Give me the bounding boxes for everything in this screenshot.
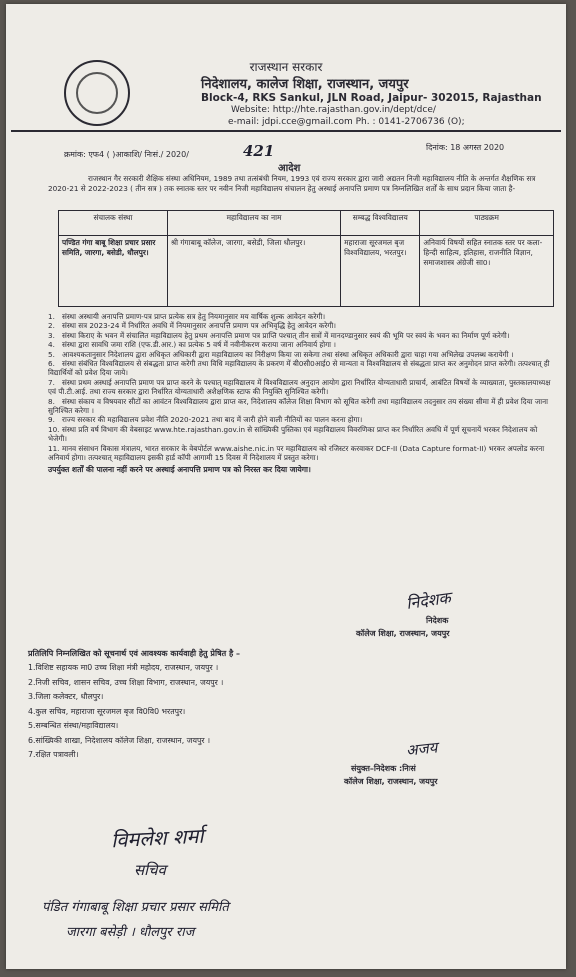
website-line: Website: http://hte.rajasthan.gov.in/dept/dce/: [231, 105, 436, 115]
copy-item: 1.विशिष्ट सहायक मा0 उच्च शिक्षा मंत्री महोदय, राजस्थान, जयपुर ।: [28, 663, 219, 672]
table-cell-university: महाराजा सूरजमल बृज विश्वविद्यालय, भरतपुर।: [341, 236, 420, 307]
condition-item: 3. संस्था किराए के भवन में संचालित महाविद्यालय हेतु प्रथम अनापत्ति प्रमाण पत्र प्राप्ति पश्चात् तीन सत्रों में मानदण्डानुसार स्वयं की भूमि पर स्वयं के भवन का निर्माण पूर्ण करेगी।: [48, 330, 510, 340]
table-cell-society: पण्डित गंगा बाबू शिक्षा प्रचार प्रसार समिति, जारगा, बसेडी, धौलपुर।: [59, 236, 168, 307]
handwritten-reference-number: 421: [243, 142, 275, 160]
order-date: दिनांक: 18 अगस्त 2020: [426, 143, 505, 152]
table-row: [59, 236, 554, 307]
table-cell-college: श्री गंगाबाबू कॉलेज, जारगा, बसेडी, जिला धौलपुर।: [167, 236, 340, 307]
table-header: संचालक संस्था: [59, 211, 168, 236]
closing-statement: उपर्युक्त शर्तों की पालना नहीं करने पर अस्थाई अनापत्ति प्रमाण पत्र को निरस्त कर दिया जायेगा।: [48, 464, 311, 474]
condition-item: 8. संस्था संकाय व विषयवार सीटों का आवंटन विश्वविद्यालय द्वारा प्राप्त कर, निदेशालय कॉलेज शिक्षा विभाग को सूचित करेगी तथा महाविद्यालय तदनुसार तय संख्या सीमा में ही प्रवेश दिया जाना सुनिश्चित करेगा ।: [48, 396, 548, 416]
condition-item: 1. संस्था अस्थायी अनापत्ति प्रमाण-पत्र प्राप्त प्रत्येक सत्र हेतु नियमानुसार मय वार्षिक शुल्क आवेदन करेगी।: [48, 312, 326, 321]
copy-heading: प्रतिलिपि निम्नलिखित को सूचनार्थ एवं आवश्यक कार्यवाही हेतु प्रेषित है –: [28, 649, 241, 658]
table-header: सम्बद्ध विश्वविद्यालय: [341, 211, 420, 236]
directorate-name: निदेशालय, कालेज शिक्षा, राजस्थान, जयपुर: [201, 77, 409, 92]
handwritten-name: विमलेश शर्मा: [110, 823, 205, 853]
table-cell-courses: अनिवार्य विषयों सहित स्नातक स्तर पर कला- हिन्दी साहित्य, इतिहास, राजनीति विज्ञान, समाजशास्त्र अंग्रेजी सा0।: [420, 236, 554, 307]
document-page: [6, 4, 566, 969]
govt-name: राजस्थान सरकार: [249, 60, 323, 74]
order-heading: आदेश: [278, 163, 301, 174]
copy-item: 2.निजी सचिव, शासन सचिव, उच्च शिक्षा विभाग, राजस्थान, जयपुर ।: [28, 677, 224, 687]
table-header: महाविद्यालय का नाम: [167, 211, 340, 236]
copy-item: 6.सांख्यिकी शाखा, निदेशालय कॉलेज शिक्षा, राजस्थान, जयपुर ।: [28, 735, 211, 745]
copy-item: 7.रक्षित पत्रावली।: [28, 750, 79, 759]
condition-item: 6. संस्था संबंधित विश्वविद्यालय से संबद्धता प्राप्त करेगी तथा विधि महाविद्यालय के प्रकरण में बी0सी0आई0 से मान्यता व विश्वविद्यालय से संबद्धता प्राप्त कर अनुमोदन प्राप्त करेगी। तत्पश्चात् ही विद्यार्थियों को प्रवेश दिया जाये।: [48, 359, 550, 378]
conditions-list: [48, 312, 553, 474]
director-signature: निदेशक: [404, 587, 452, 614]
condition-item: 4. संस्था द्वारा सावधि जमा राशि (एफ.डी.आर.) का प्रत्येक 5 वर्ष में नवीनीकरण कराया जाना अनिवार्य होगा ।: [48, 340, 337, 350]
condition-item: 5. आवश्यकतानुसार निदेशालय द्वारा अधिकृत अधिकारी द्वारा महाविद्यालय का निरीक्षण किया जा सकेगा तथा संस्था अधिकृत अधिकारी द्वारा चाहा गया अभिलेख उपलब्ध करायेगी ।: [48, 349, 514, 359]
handwritten-designation: सचिव: [134, 861, 166, 879]
condition-item: 11. मानव संसाधन विकास मंत्रालय, भारत सरकार के वेबपोर्टल www.aishe.nic.in पर महाविद्यालय को रजिस्टर करवाकर DCF-II (Data Capture format-II) भरकर अपलोड करना अनिवार्य होगा। तत्पश्चात् महाविद्यालय इसकी हार्ड कॉपी आगामी 15 दिवस में निदेशालय में प्रस्तुत करेगा।: [48, 443, 545, 463]
condition-item: 7. संस्था प्रथम अस्थाई अनापत्ति प्रमाण पत्र प्राप्त करने के पश्चात् महाविद्यालय में विश्वविद्यालय अनुदान आयोग द्वारा निर्धारित योग्यताधारी प्राचार्य, आबंटित विषयों के व्याख्याता, पुस्तकालयाध्यक्ष एवं पी.टी.आई. तथा राज्य सरकार द्वारा निर्धारित योग्यताधारी अशैक्षणिक स्टाफ की नियुक्ति सुनिश्चित करेगी।: [48, 377, 551, 397]
signatory1-office: कॉलेज शिक्षा, राजस्थान, जयपुर: [356, 629, 450, 638]
copy-item: 5.सम्बन्धित संस्था/महाविद्यालय।: [28, 721, 119, 730]
signatory2-office: कॉलेज शिक्षा, राजस्थान, जयपुर: [344, 777, 438, 786]
condition-item: 9. राज्य सरकार की महाविद्यालय प्रवेश नीति 2020-2021 तथा बाद में जारी होने वाली नीतियों का पालन करना होगा।: [48, 415, 363, 425]
reference-number: क्रमांक: एफ4 ( )आकाशि/ निःसं./ 2020/: [64, 150, 189, 159]
email-phone-line: e-mail: jdpi.cce@gmail.com Ph. : 0141-2706736 (O);: [228, 117, 465, 127]
table-header: पाठ्यक्रम: [420, 211, 554, 236]
order-intro: राजस्थान गैर सरकारी शैक्षिक संस्था अधिनियम, 1989 तथा तत्संबंधी नियम, 1993 एवं राज्य सरकार द्वारा जारी अद्यतन निजी महाविद्यालय नीति के अन्तर्गत शैक्षणिक सत्र 2020-21 से 2022-2023 ( तीन सत्र ) तक स्नातक स्तर पर नवीन निजी महाविद्यालय संचालन हेतु अस्थाई अनापत्ति प्रमाण पत्र निम्नलिखित शर्तों के साथ प्रदान किया जाता है-: [48, 174, 536, 193]
college-details-table: [58, 210, 554, 307]
copy-item: 4.कुल सचिव, महाराजा सूरजमल बृज वि0वि0 भरतपुर।: [28, 706, 186, 716]
directorate-address: Block-4, RKS Sankul, JLN Road, Jaipur- 302015, Rajasthan: [201, 92, 542, 104]
signatory1-title: निदेशक: [426, 616, 449, 625]
handwritten-society-address: जारगा बसेड़ी । धौलपुर राज: [66, 925, 195, 940]
copy-item: 3.जिला कलेक्टर, धौलपुर।: [28, 692, 104, 701]
joint-director-signature: अजय: [405, 738, 439, 760]
copy-list: [28, 661, 223, 763]
condition-item: 10. संस्था प्रति वर्ष विभाग की वेबसाइट www.hte.rajasthan.gov.in से सांख्यिकी पुस्तिका एवं महाविद्यालय विवरणिका प्राप्त कर निर्धारित अवधि में पूर्ण सूचनायें भरकर निदेशालय को भेजेगी।: [48, 424, 538, 444]
signatory2-title: संयुक्त–निदेशक :निःसं: [351, 764, 416, 773]
handwritten-society-name: पंडित गंगाबाबू शिक्षा प्रचार प्रसार समिति: [42, 900, 229, 915]
condition-item: 2. संस्था सत्र 2023-24 में निर्धारित अवधि में नियमानुसार अनापत्ति प्रमाण पत्र अभिवृद्धि हेतु आवेदन करेगी।: [48, 321, 336, 331]
header-rule: [11, 130, 561, 132]
table-header-row: [59, 211, 554, 236]
